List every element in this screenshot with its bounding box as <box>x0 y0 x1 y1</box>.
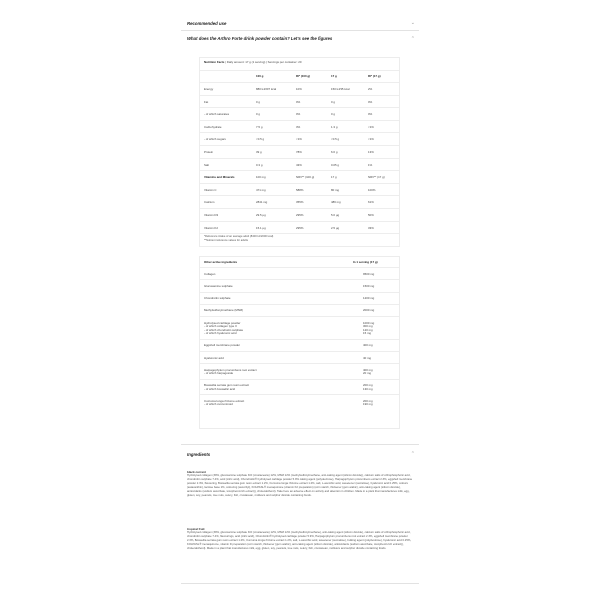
nutrition-row <box>200 195 399 209</box>
nutrient-name: Energy <box>204 87 214 91</box>
value-17g: 80 mg <box>331 187 340 192</box>
ingredient-name: - of which boswellic acid <box>204 386 236 391</box>
flavour-title-black-currant: black currant <box>187 470 206 474</box>
nutrient-name: - of which saturates <box>204 112 230 117</box>
ri-17g: 1% <box>368 162 373 167</box>
ingredient-amount: 130 mg <box>363 386 373 391</box>
nutrient-name: Salt <box>204 162 209 167</box>
nutrient-name: Calcium <box>204 200 215 205</box>
ri-17g: <1% <box>368 124 374 129</box>
accordion-title: What does the Arthro Forte drink powder contain? Let's see the figures <box>187 36 333 41</box>
nutrition-row <box>200 183 399 197</box>
header-ri-17g: RI* (17 g) <box>368 74 381 78</box>
value-100g: 7.5 g <box>256 124 263 129</box>
ingredient-name: - of which curcuminoid <box>204 402 233 407</box>
ingredient-amount: 200 mg <box>363 398 373 403</box>
footnote-ri: *Reference intake of an average adult (8400 kJ/2000 kcal) <box>204 235 274 238</box>
value-17g: 0 g <box>331 112 336 117</box>
nutrition-row <box>200 158 399 172</box>
ingredient-name: - of which chondroitin sulphate <box>204 327 244 332</box>
ingredient-amount: 15 mg <box>363 331 372 336</box>
chevron-up-icon: ⌃ <box>410 36 415 42</box>
nutrient-name: Vitamins and Minerals <box>204 175 235 180</box>
ri-100g: 295% <box>296 225 304 230</box>
ingredients-text-tropical: Hydrolysed collagen (39%, glucosamine sulphate KCl (crustaceans) 12%, MSM 12% (methylsulfonylmethane), anti-caking agent (silicon dioxide), calcium salts of orthophosphoric acid, chondroitin sulphate 7.4%, flavourings, acid (citric acid), Chondroitin® hydrolysed cartilage powder 5.9%, Harpagophytum procumbens root extract 2.3%, eggshell membrane powder 2.3%, Boswellia serrata gum resin extract 1.2%, Curcuma longa rhizome extract 1.2%, salt, L-ascorbic acid, sweetener (sucralose), bulking agent (polydextrose), hyaluronic acid 0.25%, KOLPASL® menaquinone, vitamin D preparation (corn starch, thickener (gum arabic), anti-caking agent (silicon dioxide), antioxidants (sodium ascorbate, tocopherol-rich extract)), cholecalciferol). Made in a plant that manufactures milk, egg, gluten, soy, peanuts, tree nuts, celery, fish, crustacean, molluscs and sulphur dioxide containing foods. <box>187 531 412 551</box>
other-ingredients-table <box>199 256 400 429</box>
ingredient-name: Hydrolysed cartilage powder <box>204 320 241 325</box>
accordion-title: Ingredients <box>187 452 211 457</box>
nutrient-name: Vitamin K2 <box>204 225 218 230</box>
nutrient-name: Vitamin C <box>204 187 217 192</box>
value-17g: 1.3 g <box>331 124 338 129</box>
value-17g: 150 kJ/35 kcal <box>331 87 350 91</box>
ri-17g: 0% <box>368 99 373 104</box>
nutrition-row <box>200 208 399 222</box>
ingredient-name: Harpagophytum procumbens root extract <box>204 367 257 372</box>
ingredient-name: - of which harpagoside <box>204 371 234 376</box>
other-ingredient-row <box>200 379 399 396</box>
nutrition-row <box>200 95 399 109</box>
nutrition-row <box>200 221 399 235</box>
ingredient-amount: 2000 mg <box>363 308 375 313</box>
flavour-title-tropical: tropical fruit <box>187 527 205 531</box>
ingredient-amount: 9500 mg <box>363 271 375 276</box>
value-100g: 471 mg <box>256 187 266 192</box>
value-100g: 15.1 µg <box>256 225 266 230</box>
ingredient-amount: 1500 mg <box>363 283 375 288</box>
value-17g: 6.6 g <box>331 150 338 154</box>
value-100g: 29.5 µg <box>256 213 266 217</box>
ri-17g: 50% <box>368 213 374 217</box>
ri-17g: 61% <box>368 200 374 205</box>
other-ingredient-row <box>200 316 399 340</box>
other-header-name: Other active ingredients <box>204 260 238 264</box>
ingredient-amount: 200 mg <box>363 383 373 388</box>
value-17g: 486 mg <box>331 200 341 205</box>
ingredient-name: Curcuma longa rhizome extract <box>204 398 245 403</box>
ri-17g: <1% <box>368 137 374 142</box>
nutrition-caption: Nutrition Facts | Daily amount: 17 g (1 serving) | Servings per container: 20 <box>204 60 302 64</box>
ri-17g: NRV** (17 g) <box>368 175 385 180</box>
other-ingredient-row <box>200 339 399 352</box>
ingredient-amount: 120 mg <box>363 327 373 332</box>
ri-17g: 13% <box>368 150 374 154</box>
value-17g: <0.5 g <box>331 137 340 142</box>
ri-100g: NRV** (100 g) <box>296 175 315 180</box>
header-ri-100g: RI* (100 g) <box>296 74 311 78</box>
value-100g: 39 g <box>256 150 262 154</box>
nutrition-facts-table <box>199 57 400 247</box>
other-header-row <box>200 257 399 267</box>
accordion-ingredients[interactable] <box>181 444 419 584</box>
ingredient-amount: 1000 mg <box>363 320 375 325</box>
nutrition-row <box>200 132 399 146</box>
ri-100g: 10% <box>296 87 302 91</box>
ri-17g: 33% <box>368 225 374 230</box>
nutrient-name: Vitamin D3 <box>204 213 219 217</box>
ingredient-amount: 1200 mg <box>363 296 375 301</box>
nutrition-row <box>200 145 399 159</box>
nutrition-row <box>200 82 399 96</box>
accordion-recommended-use[interactable] <box>181 16 419 31</box>
footnote-nrv: **Nutrient reference values for adults <box>204 239 248 242</box>
value-100g: 0 g <box>256 99 261 104</box>
ingredient-name: - of which collagen type II <box>204 324 237 329</box>
ingredient-name: Chondroitin sulphate <box>204 296 231 301</box>
value-17g: 17 g <box>331 175 337 180</box>
value-100g: 2841 mg <box>256 200 268 205</box>
value-17g: 5.0 µg <box>331 213 340 217</box>
ingredient-name: Collagen <box>204 271 216 276</box>
accordion-contents[interactable] <box>181 32 419 44</box>
header-17g: 17 g <box>331 74 337 78</box>
ri-17g: 0% <box>368 112 373 117</box>
ingredient-amount: 400 mg <box>363 343 373 348</box>
ri-100g: 3% <box>296 124 301 129</box>
nutrient-name: Fat <box>204 99 209 104</box>
other-header-value: In 1 serving (17 g) <box>353 260 378 264</box>
ri-100g: 295% <box>296 213 304 217</box>
ingredient-amount: 190 mg <box>363 402 373 407</box>
other-ingredient-row <box>200 267 399 280</box>
chevron-down-icon: ⌄ <box>410 20 415 26</box>
ri-100g: 588% <box>296 187 304 192</box>
header-100g: 100 g <box>256 74 264 78</box>
ri-100g: 78% <box>296 150 302 154</box>
nutrient-name: Protein <box>204 150 214 154</box>
ri-17g: 100% <box>368 187 376 192</box>
ingredient-amount: 20 mg <box>363 371 372 376</box>
chevron-up-icon: ⌃ <box>410 451 415 457</box>
other-ingredient-row <box>200 351 399 364</box>
nutrition-row <box>200 120 399 134</box>
ingredient-amount: 300 mg <box>363 324 373 329</box>
other-ingredient-row <box>200 304 399 317</box>
nutrient-name: - of which sugars <box>204 137 226 142</box>
ri-17g: 2% <box>368 87 373 91</box>
ingredient-amount: 40 mg <box>363 355 372 360</box>
ingredient-name: Hyaluronic acid <box>204 355 224 360</box>
ingredient-amount: 400 mg <box>363 367 373 372</box>
value-100g: <0.5 g <box>256 137 265 142</box>
accordion-title: Recommended use <box>187 21 227 26</box>
value-100g: 100 mg <box>256 175 266 180</box>
value-17g: 2.5 µg <box>331 225 340 230</box>
ri-100g: 0% <box>296 112 301 117</box>
value-100g: 0.3 g <box>256 162 263 167</box>
value-100g: 0 g <box>256 112 261 117</box>
ingredient-name: Glucosamine sulphate <box>204 283 233 288</box>
ingredient-name: - of which hyaluronic acid <box>204 331 237 336</box>
ri-100g: 355% <box>296 200 304 205</box>
ingredient-name: Eggshell membrane powder <box>204 343 240 348</box>
nutrition-row <box>200 107 399 121</box>
value-17g: 0.05 g <box>331 162 340 167</box>
other-ingredient-row <box>200 292 399 305</box>
value-17g: 0 g <box>331 99 336 104</box>
nutrient-name: Carbohydrate <box>204 124 222 129</box>
ri-100g: 43% <box>296 162 302 167</box>
other-ingredient-row <box>200 363 399 380</box>
nutrition-row <box>200 170 399 184</box>
ingredients-text-black-currant: Hydrolysed collagen (39%, glucosamine sulphate KCl (crustaceans) 12%, MSM 12% (methylsulfonylmethane, anti-caking agent (silicon dioxide)), calcium salts of orthophosphoric acid, chondroitin sulphate 7.4%, acid (citric acid), Chondroitin® hydrolysed cartilage powder 5.9% caking agent (polydextrose), Harpagophytum procumbens extract 2.3%, eggshell membrane powder 2.3%, flavouring, Boswellia serrata gum resin extract 1.2%, Curcuma longa rhizome extract 1.2%, salt, L-ascorbic acid, sweetener (sucralose), hyaluronic acid 0.25%, colours (astaxanthin), lactose base 1%, colouring (ascorbyl), KOLPASL® menaquinone (vitamin K2 preparation) (corn starch, thickener (gum arabic), anti-caking agent (silicon dioxide), antioxidants (sodium ascorbate, tocopherol-rich extract)), cholecalciferol). Take here an adverse effect on activity and attention in children. Made in a plant that manufactures milk, egg, gluten, soy, peanuts, tree nuts, celery, fish, crustacean, molluscs and sulphur dioxide containing foods. <box>187 474 413 498</box>
ingredient-name: Methylsulfonylmethane (MSM) <box>204 308 244 313</box>
ri-100g: 0% <box>296 99 301 104</box>
other-ingredient-row <box>200 394 399 411</box>
value-100g: 880 kJ/207 kcal <box>256 87 277 91</box>
other-ingredient-row <box>200 279 399 292</box>
ingredient-name: Boswellia serrata gum resin extract <box>204 383 249 388</box>
ri-100g: <1% <box>296 137 302 142</box>
